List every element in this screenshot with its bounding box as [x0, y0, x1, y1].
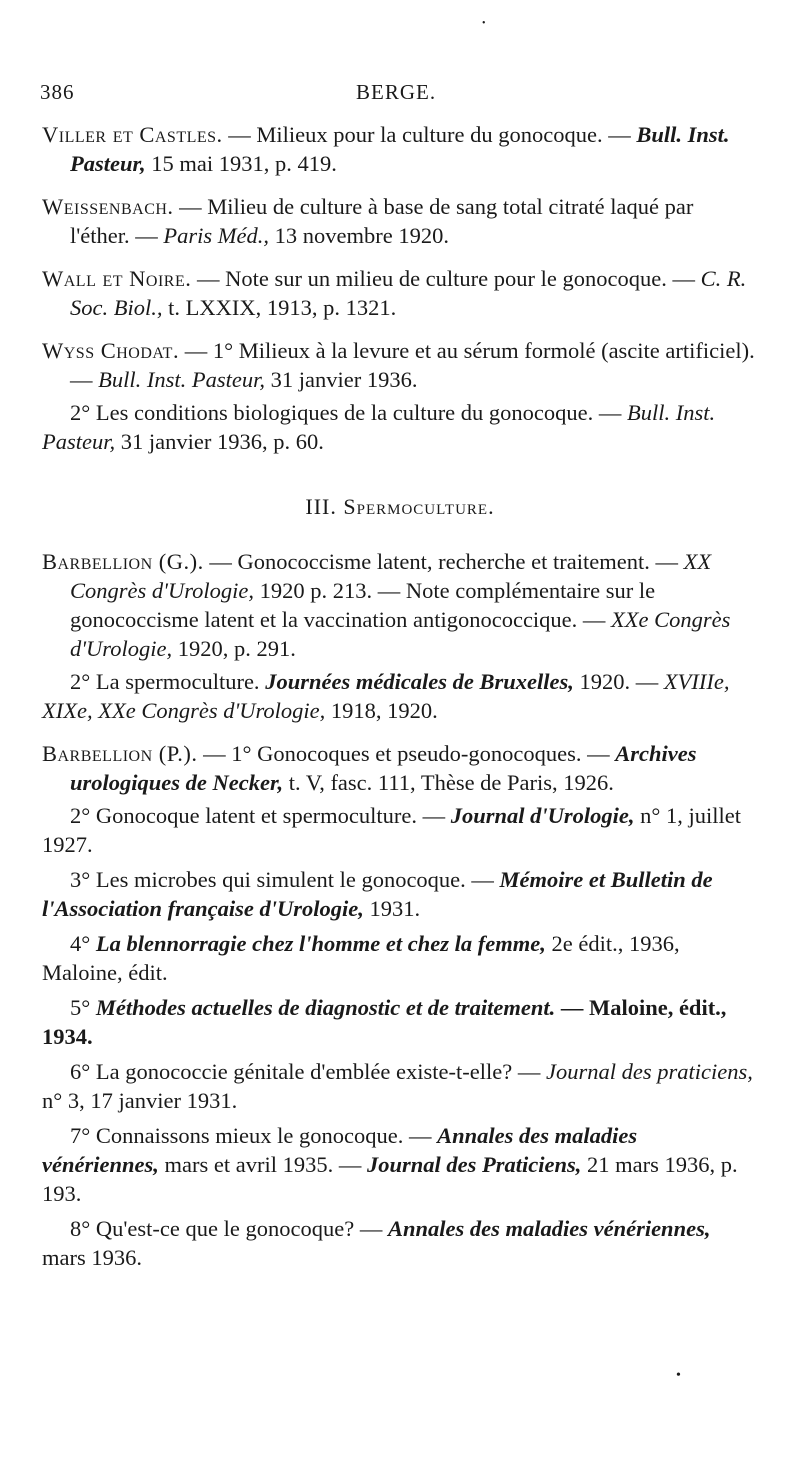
entry-wyss-2 — [42, 398, 758, 456]
entry-rest: mars 1936. — [42, 1245, 142, 1270]
entry-title: 4° — [70, 931, 96, 956]
entry-journal: Bull. Inst. Pasteur, — [42, 400, 716, 454]
section-numeral: III. — [305, 494, 337, 519]
running-head: BERGE. — [356, 80, 437, 104]
entry-barbellion-p-2 — [42, 801, 758, 859]
entry-barbellion-p — [42, 739, 758, 797]
entry-barbellion-p-4 — [42, 929, 758, 987]
entry-title: — Gonococcisme latent, recherche et traitement. — — [203, 549, 684, 574]
entry-barbellion-p-7 — [42, 1121, 758, 1208]
entry-rest: n° 3, 17 janvier 1931. — [42, 1088, 238, 1113]
entry-journal: Bull. Inst. Pasteur, — [70, 122, 730, 176]
entry-title: — Milieux pour la culture du gonocoque. — — [222, 122, 637, 147]
entry-rest: 1920, p. 291. — [172, 636, 296, 661]
entry-rest: t. LXXIX, 1913, p. 1321. — [162, 295, 397, 320]
page-number: 386 — [40, 80, 75, 104]
page-header — [40, 80, 760, 110]
entry-rest: 1918, 1920. — [325, 698, 438, 723]
entry-barbellion-g — [42, 547, 758, 663]
entry-rest: 1920 p. 213. — Note complémentaire sur le gonococcisme latent et la vaccination antigonococcique. — — [70, 578, 656, 632]
entry-rest: 1920. — — [573, 669, 664, 694]
entry-journal: Bull. Inst. Pasteur, — [98, 367, 265, 392]
entry-rest: 1931. — [363, 896, 421, 921]
entry-viller — [42, 120, 758, 178]
entry-barbellion-p-3 — [42, 865, 758, 923]
entry-author: Weissenbach. — [42, 194, 174, 219]
entry-journal: C. R. Soc. Biol., — [70, 266, 747, 320]
entry-title: 3° Les microbes qui simulent le gonocoque. — — [70, 867, 500, 892]
entry-title: 2° La spermoculture. — [70, 669, 266, 694]
entry-rest: t. V, fasc. 111, Thèse de Paris, 1926. — [283, 770, 614, 795]
entry-journal: Paris Méd., — [163, 223, 270, 248]
entry-author: Barbellion (P.). — [42, 741, 198, 766]
entry-journal: XXe Congrès d'Urologie, — [70, 607, 731, 661]
entry-title: 5° — [70, 995, 96, 1020]
entry-title: — 1° Milieux à la levure et au sérum formolé (ascite artificiel). — — [70, 338, 755, 392]
entry-rest: mars et avril 1935. — — [158, 1152, 367, 1177]
entry-title: — 1° Gonocoques et pseudo-gonocoques. — — [197, 741, 616, 766]
entry-rest: 13 novembre 1920. — [269, 223, 449, 248]
entry-weissenbach — [42, 192, 758, 250]
bibliography — [42, 120, 758, 1278]
entry-journal: Annales des maladies vénériennes, — [387, 1216, 711, 1241]
entry-title: 2° Gonocoque latent et spermoculture. — — [70, 803, 451, 828]
section-title: Spermoculture. — [343, 494, 495, 519]
entry-title: 6° La gonococcie génitale d'emblée existe-t-elle? — — [70, 1059, 546, 1084]
entry-wyss — [42, 336, 758, 394]
entry-barbellion-p-5 — [42, 993, 758, 1051]
entry-author: Wyss Chodat. — [42, 338, 180, 363]
entry-journal: XX Congrès d'Urologie, — [70, 549, 712, 603]
entry-title: 7° Connaissons mieux le gonocoque. — — [70, 1123, 438, 1148]
entry-journal: Journées médicales de Bruxelles, — [265, 669, 574, 694]
entry-author: Viller et Castles. — [42, 122, 223, 147]
entry-journal: Annales des maladies vénériennes, — [42, 1123, 638, 1177]
entry-barbellion-p-8 — [42, 1214, 758, 1272]
entry-rest: n° 1, juillet 1927. — [42, 803, 742, 857]
entry-title: 8° Qu'est-ce que le gonocoque? — — [70, 1216, 388, 1241]
entry-author: Wall et Noire. — [42, 266, 192, 291]
entry-barbellion-g-2 — [42, 667, 758, 725]
entry-journal: Journal d'Urologie, — [450, 803, 635, 828]
entry-barbellion-p-6 — [42, 1057, 758, 1115]
entry-journal: Méthodes actuelles de diagnostic et de traitement. — [95, 995, 556, 1020]
entry-title: — Note sur un milieu de culture pour le gonocoque. — — [191, 266, 701, 291]
entry-rest: 31 janvier 1936. — [265, 367, 418, 392]
speck-mark: • — [676, 1368, 681, 1383]
entry-journal: Mémoire et Bulletin de l'Association française d'Urologie, — [42, 867, 713, 921]
entry-journal: Journal des praticiens, — [545, 1059, 753, 1084]
entry-rest: 15 mai 1931, p. 419. — [145, 151, 337, 176]
entry-wall — [42, 264, 758, 322]
entry-journal: Journal des Praticiens, — [366, 1152, 582, 1177]
entry-journal: XVIIIe, XIXe, XXe Congrès d'Urologie, — [42, 669, 730, 723]
speck-mark: • — [482, 18, 486, 29]
entry-rest: 31 janvier 1936, p. 60. — [115, 429, 324, 454]
entry-title: — Milieu de culture à base de sang total citraté laqué par l'éther. — — [70, 194, 694, 248]
entry-rest: 2e édit., 1936, Maloine, édit. — [42, 931, 680, 985]
entry-journal: Archives urologiques de Necker, — [70, 741, 697, 795]
entry-rest: 21 mars 1936, p. 193. — [42, 1152, 738, 1206]
entry-rest: — Maloine, édit., 1934. — [42, 995, 727, 1049]
entry-title: 2° Les conditions biologiques de la culture du gonocoque. — — [70, 400, 628, 425]
entry-journal: La blennorragie chez l'homme et chez la femme, — [95, 931, 546, 956]
entry-author: Barbellion (G.). — [42, 549, 204, 574]
section-heading — [42, 492, 758, 521]
